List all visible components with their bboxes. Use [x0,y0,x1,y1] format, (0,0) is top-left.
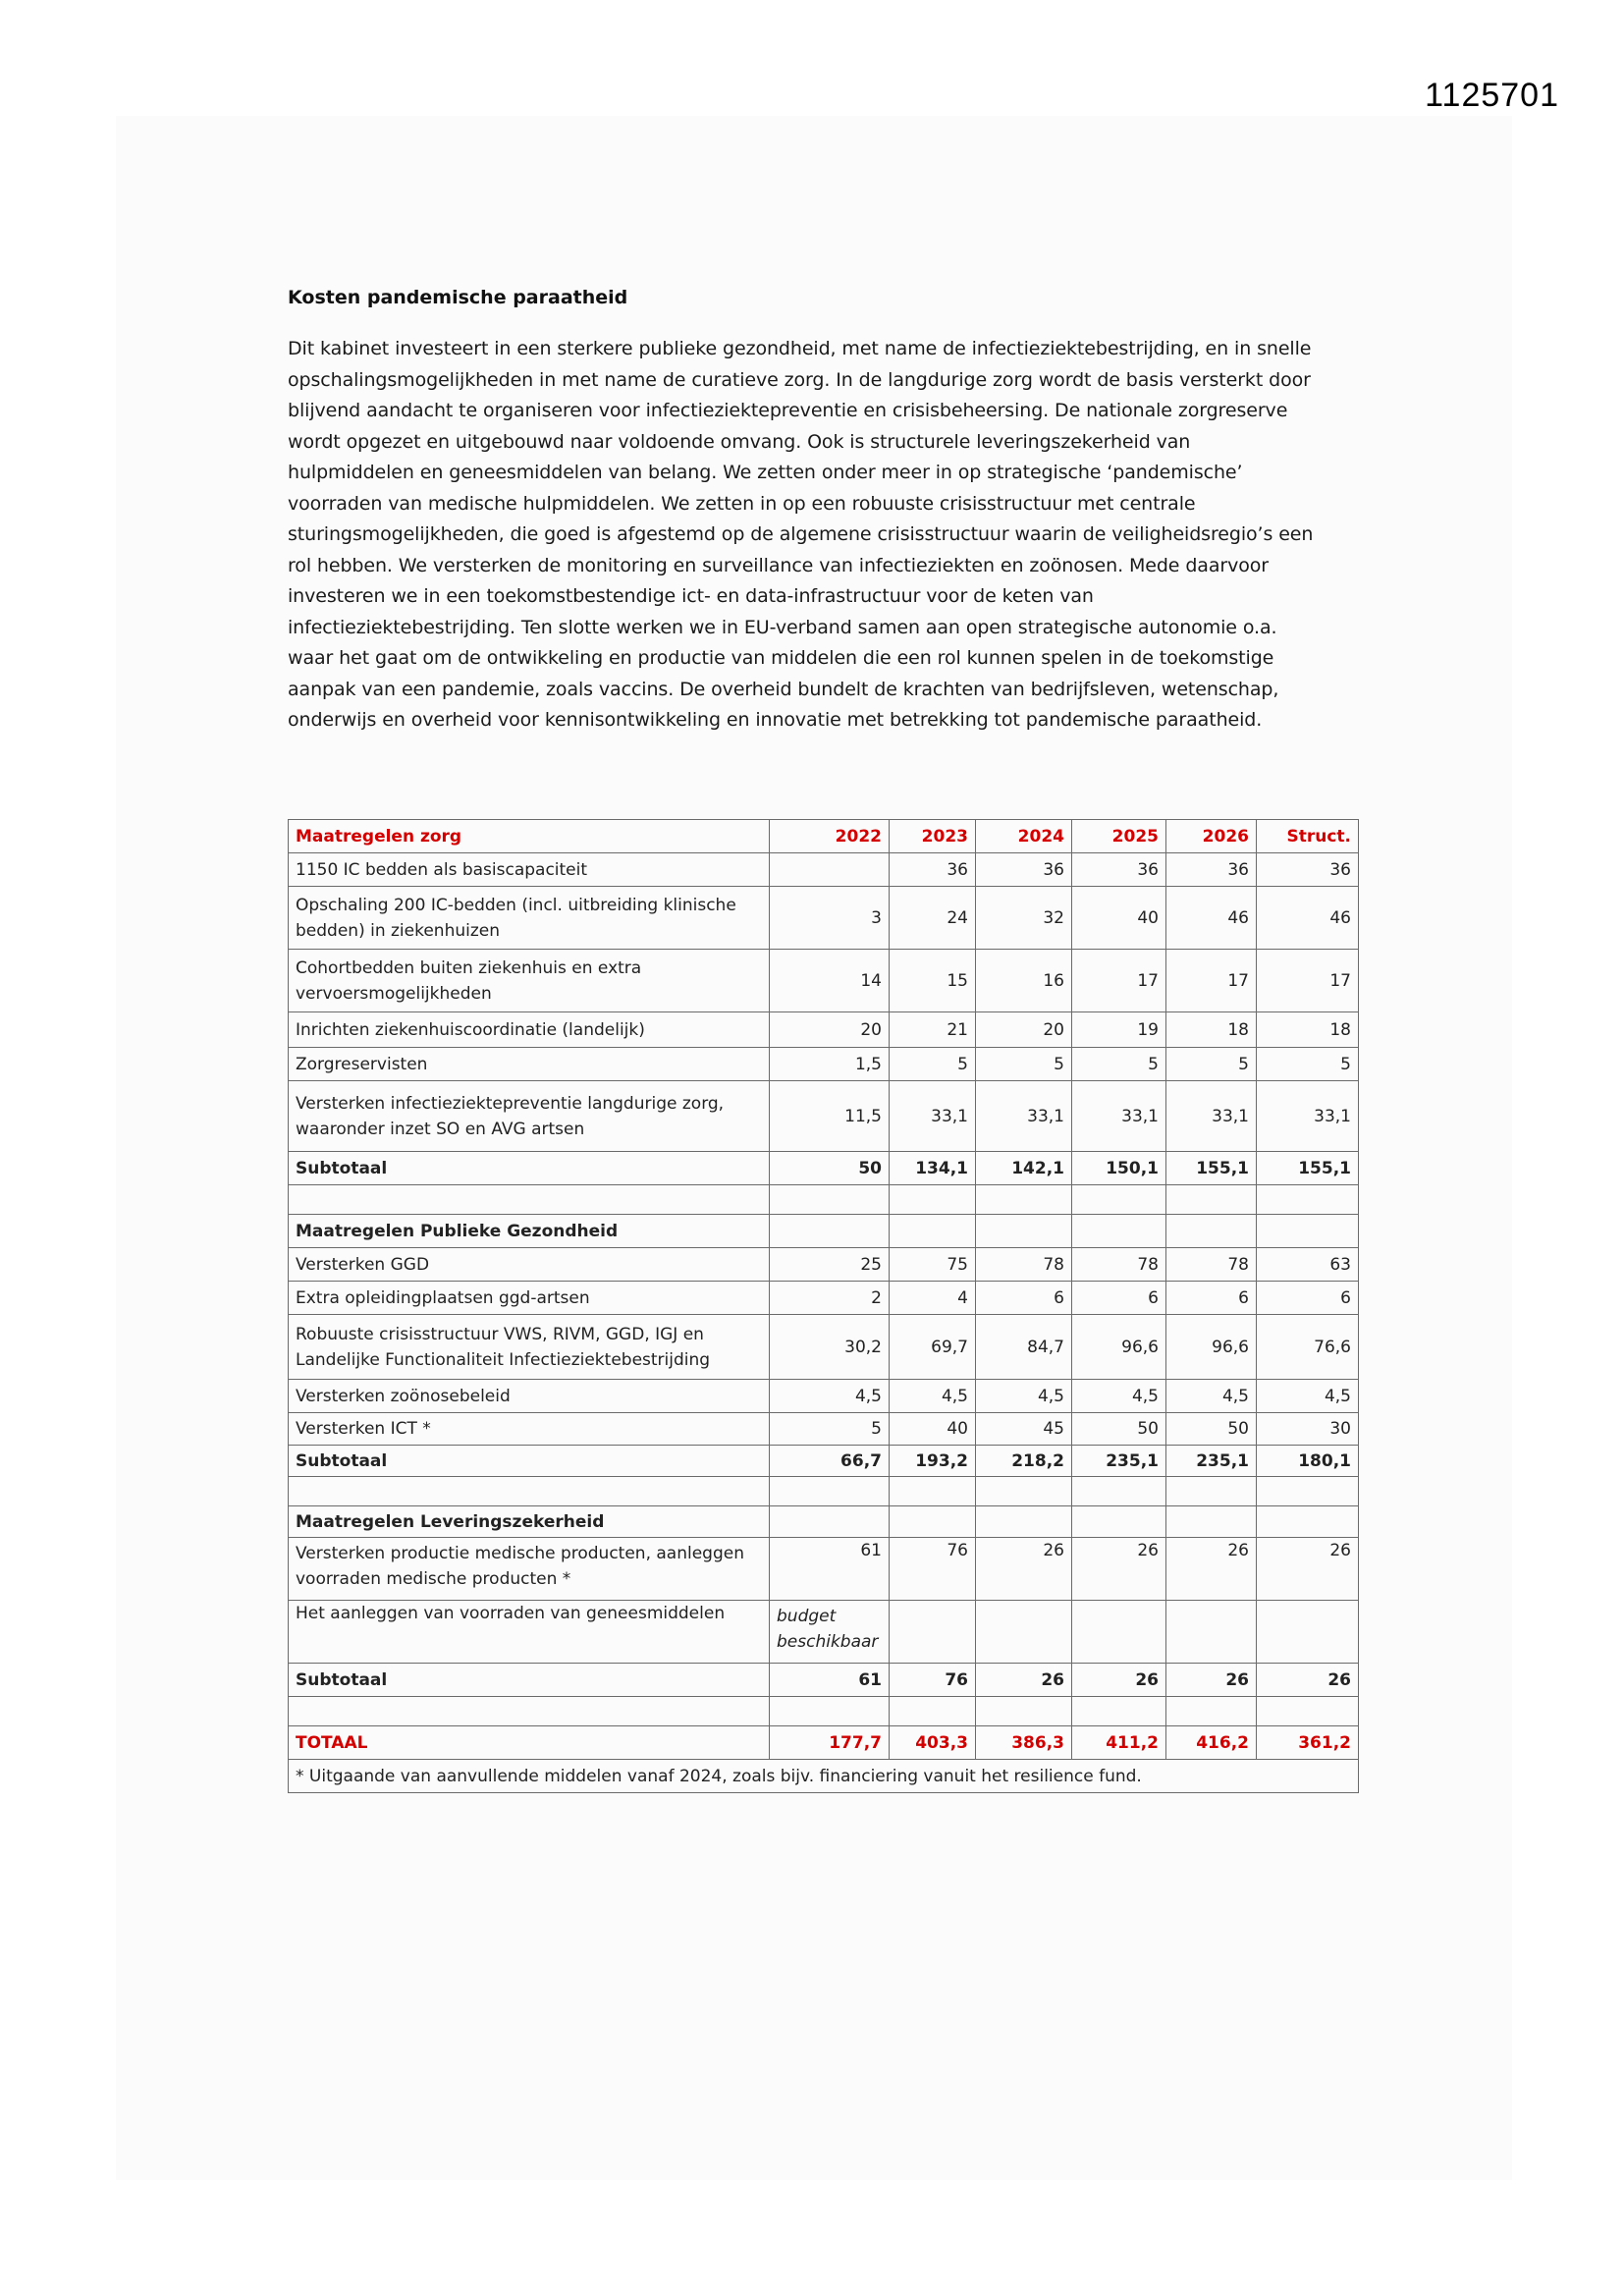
value-cell: 17 [1166,950,1257,1012]
row-label-line: Opschaling 200 IC-bedden (incl. uitbreiding klinische [296,895,736,915]
zorg-row [289,887,1359,950]
value-cell: 46 [1166,887,1257,950]
value-cell: 18 [1257,1012,1359,1048]
subtotal-row [289,1152,1359,1185]
value-cell: 180,1 [1257,1446,1359,1477]
empty-cell [1072,1601,1166,1664]
empty-cell [890,1506,976,1538]
value-cell: 142,1 [976,1152,1072,1185]
empty-cell [1166,1506,1257,1538]
value-cell: 26 [1166,1664,1257,1697]
value-cell: 193,2 [890,1446,976,1477]
value-cell: 76,6 [1257,1315,1359,1380]
value-cell: 386,3 [976,1726,1072,1760]
value-cell: 155,1 [1257,1152,1359,1185]
column-header: Struct. [1257,820,1359,853]
paragraph-line: waar het gaat om de ontwikkeling en productie van middelen die een rol kunnen spelen in de toekomstige [288,647,1274,669]
value-cell: 33,1 [976,1081,1072,1152]
column-header: 2026 [1166,820,1257,853]
cost-table [288,819,1359,1793]
value-cell: 36 [1166,853,1257,887]
value-cell: 78 [1166,1248,1257,1282]
empty-cell [1257,1477,1359,1506]
row-label-line: waaronder inzet SO en AVG artsen [296,1119,585,1139]
value-cell: 26 [1257,1664,1359,1697]
value-cell: 84,7 [976,1315,1072,1380]
value-cell: 50 [1072,1413,1166,1446]
row-label [289,1538,770,1601]
empty-cell [890,1185,976,1215]
value-cell: 5 [770,1413,890,1446]
value-cell: 4,5 [770,1380,890,1413]
zorg-row [289,1081,1359,1152]
lz-row [289,1601,1359,1664]
value-cell: 235,1 [1166,1446,1257,1477]
row-label: Het aanleggen van voorraden van geneesmiddelen [289,1601,770,1664]
row-label-line: vervoersmogelijkheden [296,983,492,1004]
header-label: Maatregelen zorg [289,820,770,853]
value-cell: 76 [890,1538,976,1601]
value-cell: 33,1 [1072,1081,1166,1152]
empty-cell [770,1697,890,1726]
pg-row [289,1380,1359,1413]
value-cell: 4,5 [1257,1380,1359,1413]
spacer-row [289,1185,1359,1215]
spacer-row [289,1477,1359,1506]
empty-cell [976,1477,1072,1506]
paragraph-line: sturingsmogelijkheden, die goed is afgestemd op de algemene crisisstructuur waarin de veiligheidsregio’s een [288,523,1314,545]
paragraph-line: voorraden van medische hulpmiddelen. We zetten in op een robuuste crisisstructuur met centrale [288,492,1196,515]
value-cell: 50 [1166,1413,1257,1446]
value-cell: 3 [770,887,890,950]
empty-cell [770,1215,890,1248]
paragraph-line: wordt opgezet en uitgebouwd naar voldoende omvang. Ook is structurele leveringszekerheid van [288,430,1191,453]
pg-row [289,1315,1359,1380]
empty-cell [1072,1215,1166,1248]
paragraph-line: onderwijs en overheid voor kennisontwikkeling en innovatie met betrekking tot pandemische paraatheid. [288,709,1263,731]
value-cell: 40 [1072,887,1166,950]
row-label-line: Versterken GGD [296,1254,430,1275]
zorg-row [289,1012,1359,1048]
value-cell: 76 [890,1664,976,1697]
value-cell: 46 [1257,887,1359,950]
value-cell: 18 [1166,1012,1257,1048]
value-cell: 20 [770,1012,890,1048]
pg-row [289,1248,1359,1282]
row-label [289,1012,770,1048]
value-cell: 4,5 [1072,1380,1166,1413]
footnote: * Uitgaande van aanvullende middelen vanaf 2024, zoals bijv. financiering vanuit het resilience fund. [289,1760,1359,1793]
value-cell: 4,5 [890,1380,976,1413]
empty-cell [890,1215,976,1248]
value-cell: 26 [976,1664,1072,1697]
row-label [289,1248,770,1282]
total-label: TOTAAL [289,1726,770,1760]
value-cell: 15 [890,950,976,1012]
value-cell: 25 [770,1248,890,1282]
empty-cell [289,1185,770,1215]
empty-cell [1166,1477,1257,1506]
value-cell: 416,2 [1166,1726,1257,1760]
value-cell: 36 [1257,853,1359,887]
zorg-row [289,950,1359,1012]
value-cell: 61 [770,1538,890,1601]
value-cell: 5 [1072,1048,1166,1081]
value-cell: 17 [1072,950,1166,1012]
column-header: 2025 [1072,820,1166,853]
section-header-row [289,1506,1359,1538]
value-cell [770,853,890,887]
budget-note [770,1601,890,1664]
row-label [289,1315,770,1380]
value-cell: 5 [976,1048,1072,1081]
empty-cell [976,1506,1072,1538]
paragraph-line: rol hebben. We versterken de monitoring en surveillance van infectieziekten en zoönosen. Mede daarvoor [288,554,1269,576]
value-cell: 4 [890,1282,976,1315]
empty-cell [890,1697,976,1726]
value-cell: 66,7 [770,1446,890,1477]
row-label [289,1282,770,1315]
empty-cell [289,1697,770,1726]
subtotal-label: Subtotaal [289,1152,770,1185]
row-label-line: 1150 IC bedden als basiscapaciteit [296,859,588,880]
empty-cell [770,1506,890,1538]
value-cell: 26 [1072,1664,1166,1697]
spacer-row [289,1697,1359,1726]
row-label-line: Zorgreservisten [296,1054,428,1074]
column-header: 2024 [976,820,1072,853]
pg-row [289,1413,1359,1446]
value-cell: 150,1 [1072,1152,1166,1185]
value-cell: 5 [890,1048,976,1081]
row-label-line: Cohortbedden buiten ziekenhuis en extra [296,957,642,978]
empty-cell [890,1477,976,1506]
value-cell: 177,7 [770,1726,890,1760]
empty-cell [770,1185,890,1215]
paragraph-line: investeren we in een toekomstbestendige ict- en data-infrastructuur voor de keten van [288,585,1094,607]
empty-cell [1166,1697,1257,1726]
empty-cell [890,1601,976,1664]
section-label: Maatregelen Publieke Gezondheid [289,1215,770,1248]
value-cell: 2 [770,1282,890,1315]
row-label-line: Landelijke Functionaliteit Infectieziektebestrijding [296,1349,711,1370]
value-cell: 24 [890,887,976,950]
value-cell: 1,5 [770,1048,890,1081]
row-label [289,950,770,1012]
empty-cell [976,1697,1072,1726]
value-cell: 19 [1072,1012,1166,1048]
value-cell: 21 [890,1012,976,1048]
row-label-line: Versterken productie medische producten, aanleggen [296,1544,744,1563]
row-label [289,1413,770,1446]
empty-cell [976,1215,1072,1248]
value-cell: 30,2 [770,1315,890,1380]
value-cell: 235,1 [1072,1446,1166,1477]
value-cell: 26 [1257,1538,1359,1601]
zorg-row [289,853,1359,887]
value-cell: 361,2 [1257,1726,1359,1760]
value-cell: 11,5 [770,1081,890,1152]
empty-cell [1072,1697,1166,1726]
value-cell: 75 [890,1248,976,1282]
value-cell: 218,2 [976,1446,1072,1477]
value-cell: 45 [976,1413,1072,1446]
subtotal-row [289,1664,1359,1697]
empty-cell [770,1477,890,1506]
pg-row [289,1282,1359,1315]
value-cell: 63 [1257,1248,1359,1282]
row-label-line: Versterken ICT * [296,1419,431,1439]
value-cell: 96,6 [1166,1315,1257,1380]
empty-cell [1257,1215,1359,1248]
zorg-row [289,1048,1359,1081]
value-cell: 78 [976,1248,1072,1282]
section-header-row [289,1215,1359,1248]
value-cell: 6 [1072,1282,1166,1315]
value-cell: 26 [1166,1538,1257,1601]
value-cell: 134,1 [890,1152,976,1185]
table-header-row [289,820,1359,853]
row-label-line: Extra opleidingplaatsen ggd-artsen [296,1287,590,1308]
value-cell: 36 [1072,853,1166,887]
paragraph-line: Dit kabinet investeert in een sterkere publieke gezondheid, met name de infectieziektebestrijding, en in snelle [288,338,1312,359]
paragraph-line: aanpak van een pandemie, zoals vaccins. De overheid bundelt de krachten van bedrijfsleven, wetenschap, [288,678,1279,700]
section-heading: Kosten pandemische paraatheid [288,287,628,308]
value-cell: 36 [890,853,976,887]
value-cell: 78 [1072,1248,1166,1282]
column-header: 2023 [890,820,976,853]
value-cell: 33,1 [890,1081,976,1152]
value-cell: 26 [1072,1538,1166,1601]
value-cell: 411,2 [1072,1726,1166,1760]
subtotal-label: Subtotaal [289,1664,770,1697]
value-cell: 32 [976,887,1072,950]
row-label [289,1048,770,1081]
document-id: 1125701 [1425,77,1559,114]
empty-cell [1166,1601,1257,1664]
value-cell: 6 [1257,1282,1359,1315]
empty-cell [1257,1506,1359,1538]
value-cell: 403,3 [890,1726,976,1760]
empty-cell [289,1477,770,1506]
value-cell: 36 [976,853,1072,887]
text-section [288,287,1358,737]
row-label-line: Versterken infectieziektepreventie langdurige zorg, [296,1093,725,1114]
row-label-line: Inrichten ziekenhuiscoordinatie (landelijk) [296,1019,645,1040]
lz-row [289,1538,1359,1601]
paragraph-line: blijvend aandacht te organiseren voor infectieziektepreventie en crisisbeheersing. De nationale zorgreserve [288,400,1288,421]
subtotal-label: Subtotaal [289,1446,770,1477]
paragraph-line: infectieziektebestrijding. Ten slotte werken we in EU-verband samen aan open strategische autonomie o.a. [288,616,1277,638]
column-header: 2022 [770,820,890,853]
value-cell: 5 [1257,1048,1359,1081]
value-cell: 5 [1166,1048,1257,1081]
value-cell: 33,1 [1257,1081,1359,1152]
budget-note-line: budget [777,1607,837,1626]
value-cell: 26 [976,1538,1072,1601]
value-cell: 155,1 [1166,1152,1257,1185]
value-cell: 61 [770,1664,890,1697]
budget-note-line: beschikbaar [777,1632,879,1652]
subtotal-row [289,1446,1359,1477]
value-cell: 6 [1166,1282,1257,1315]
value-cell: 6 [976,1282,1072,1315]
row-label [289,1081,770,1152]
value-cell: 40 [890,1413,976,1446]
paragraph-line: hulpmiddelen en geneesmiddelen van belang. We zetten onder meer in op strategische ‘pandemische’ [288,462,1243,483]
value-cell: 69,7 [890,1315,976,1380]
empty-cell [1257,1185,1359,1215]
footnote-row [289,1760,1359,1793]
value-cell: 4,5 [1166,1380,1257,1413]
value-cell: 14 [770,950,890,1012]
row-label-line: Robuuste crisisstructuur VWS, RIVM, GGD, IGJ en [296,1324,704,1344]
value-cell: 20 [976,1012,1072,1048]
value-cell: 17 [1257,950,1359,1012]
row-label-line: Versterken zoönosebeleid [296,1386,511,1406]
body-paragraph [288,334,1358,737]
value-cell: 96,6 [1072,1315,1166,1380]
empty-cell [976,1185,1072,1215]
row-label [289,853,770,887]
row-label [289,1380,770,1413]
empty-cell [1257,1697,1359,1726]
value-cell: 4,5 [976,1380,1072,1413]
empty-cell [1072,1185,1166,1215]
empty-cell [1257,1601,1359,1664]
row-label-line: bedden) in ziekenhuizen [296,920,501,941]
empty-cell [1072,1477,1166,1506]
value-cell: 50 [770,1152,890,1185]
paragraph-line: opschalingsmogelijkheden in met name de curatieve zorg. In de langdurige zorg wordt de basis versterkt door [288,368,1311,391]
value-cell: 30 [1257,1413,1359,1446]
row-label [289,887,770,950]
total-row [289,1726,1359,1760]
value-cell: 16 [976,950,1072,1012]
empty-cell [1166,1185,1257,1215]
empty-cell [1166,1215,1257,1248]
empty-cell [976,1601,1072,1664]
section-label: Maatregelen Leveringszekerheid [289,1506,770,1538]
value-cell: 33,1 [1166,1081,1257,1152]
row-label-line: voorraden medische producten * [296,1569,571,1589]
empty-cell [1072,1506,1166,1538]
